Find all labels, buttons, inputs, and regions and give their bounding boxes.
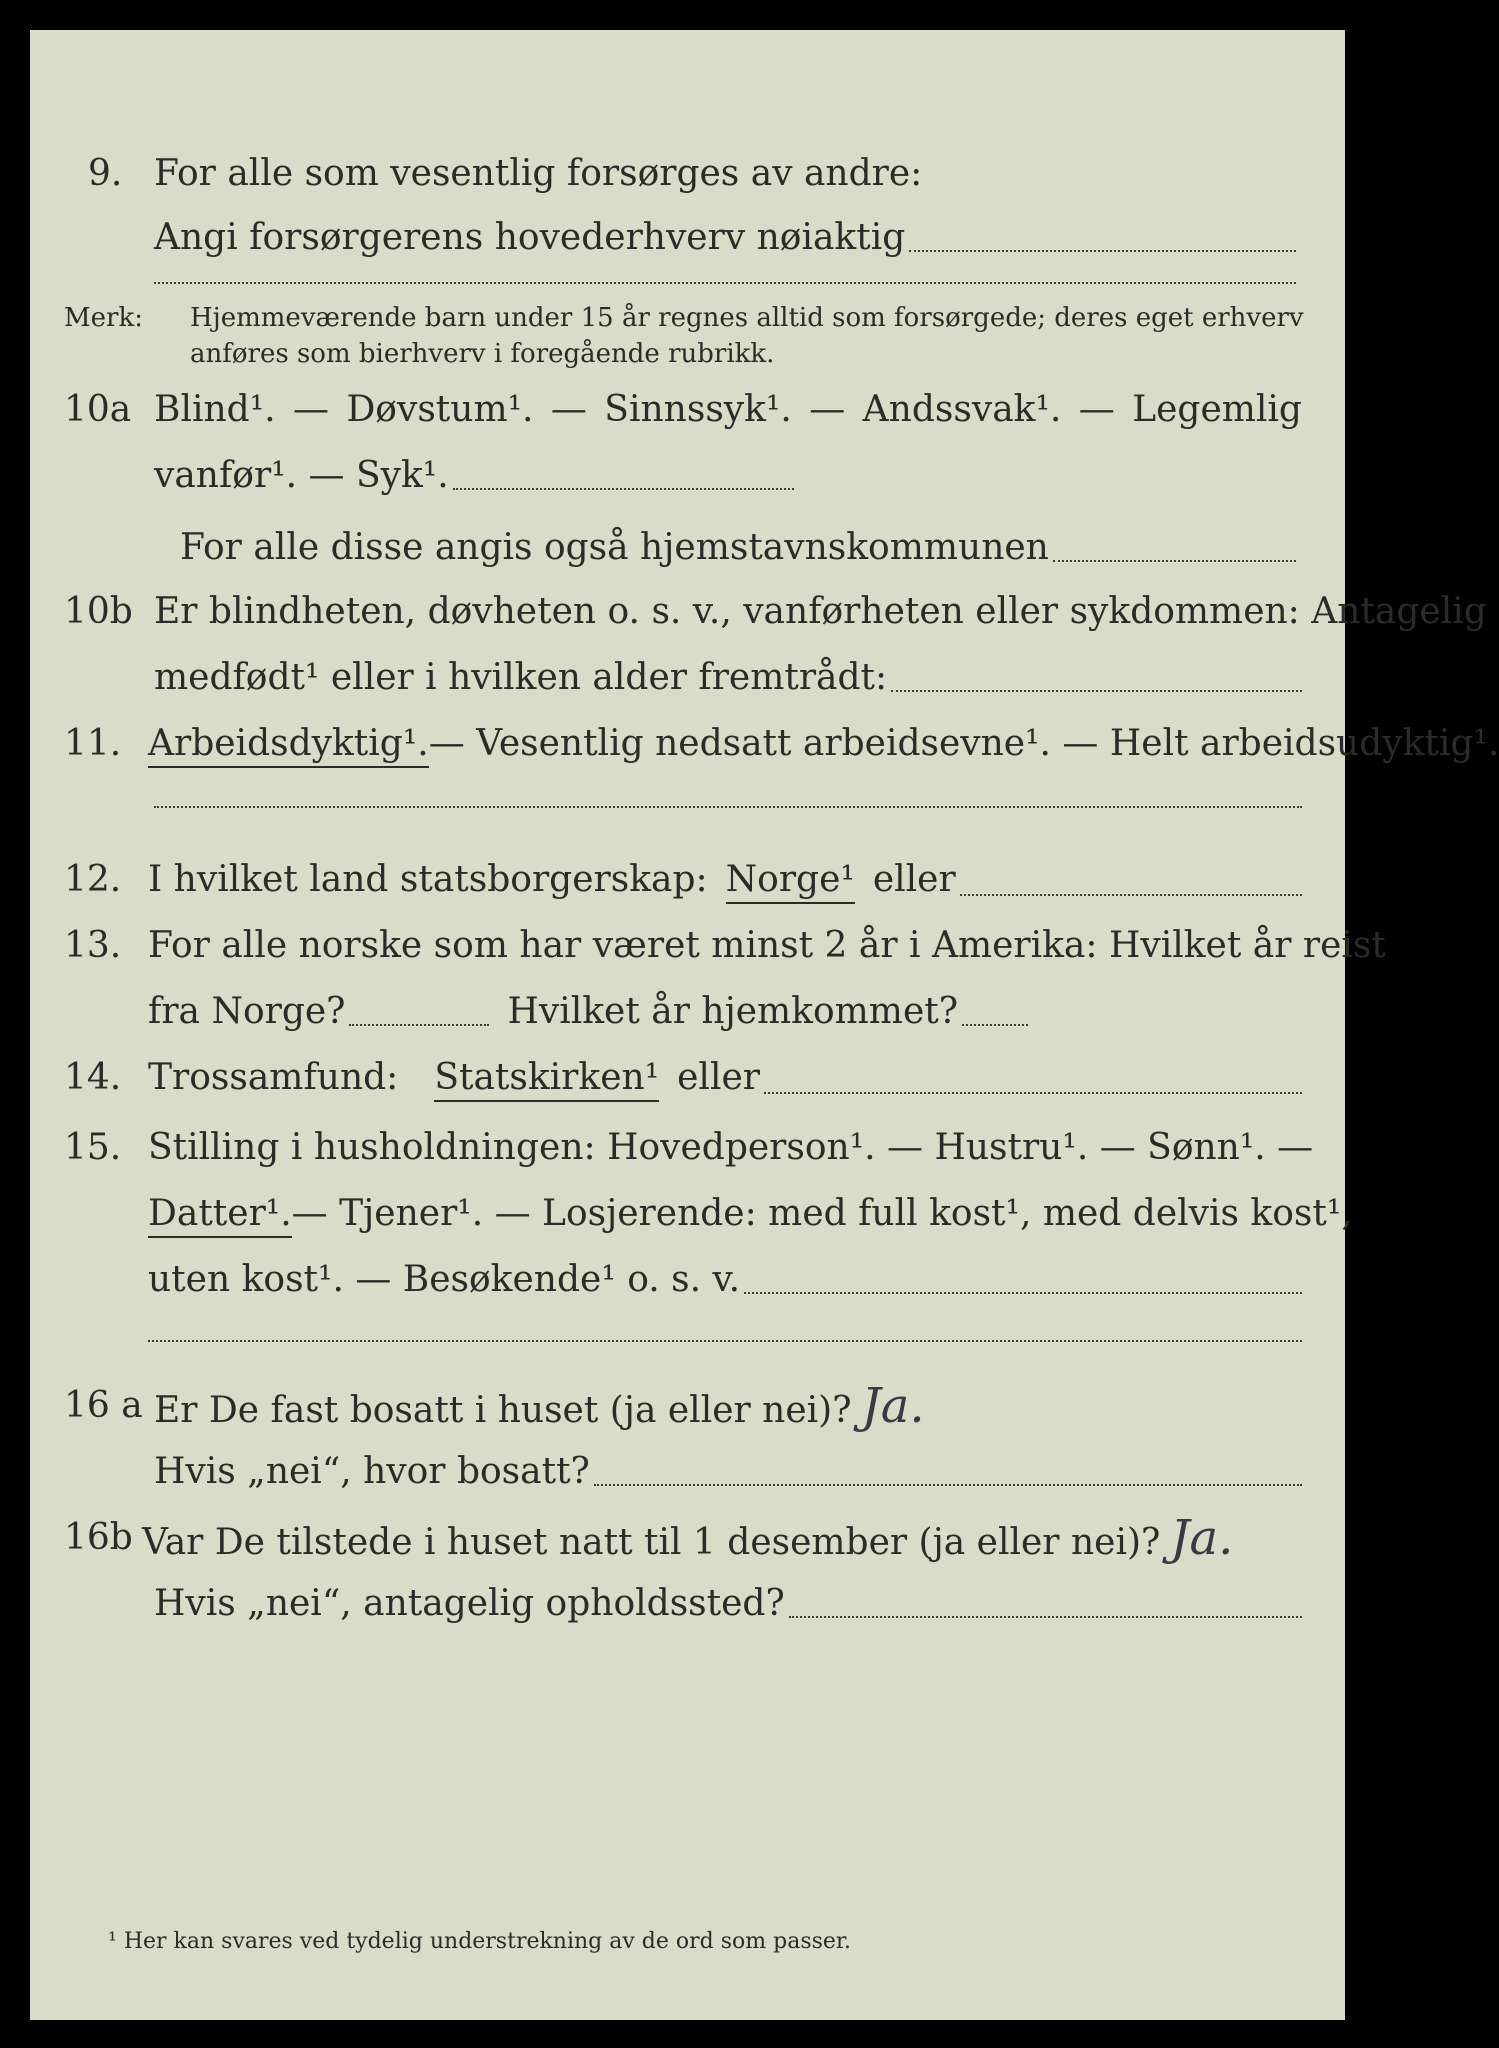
q11-answer-line[interactable] [154, 806, 1302, 808]
q15-answer-line[interactable] [744, 1292, 1302, 1294]
q15-line-2-rest[interactable]: — Tjener¹. — Losjerende: med full kost¹, med delvis kost¹, [291, 1193, 1353, 1234]
q11-line [148, 722, 1499, 768]
q12-eller: eller [872, 859, 956, 900]
q15-extra-line[interactable] [148, 1340, 1302, 1342]
footnote [108, 1928, 851, 1956]
q16a-handwritten-answer[interactable]: Ja. [861, 1378, 925, 1434]
q10a-opt-andssvak[interactable]: Andssvak¹. [862, 389, 1062, 430]
q16a-number: 16 a [64, 1385, 143, 1426]
q10a-line-2 [154, 454, 794, 498]
footnote-mark: ¹ [108, 1929, 117, 1954]
q15-line-1: Stilling i husholdningen: Hovedperson¹. — Hustru¹. — Sønn¹. — [148, 1127, 1314, 1168]
q11-other-options[interactable]: — Vesentlig nedsatt arbeidsevne¹. — Helt arbeidsudyktig¹. [428, 723, 1499, 764]
footnote-text: Her kan svares ved tydelig understrekning av de ord som passer. [123, 1929, 852, 1954]
q10a-number: 10a [64, 389, 132, 430]
q13-hjemkommet-label: Hvilket år hjemkommet? [507, 991, 959, 1032]
q16b-handwritten-answer[interactable]: Ja. [1170, 1510, 1234, 1566]
q10b-number: 10b [64, 591, 133, 632]
q16a-bosatt-label: Hvis „nei“, hvor bosatt? [154, 1451, 590, 1492]
q13-line-1: For alle norske som har været minst 2 år i Amerika: Hvilket år reist [148, 925, 1386, 966]
q9-text: For alle som vesentlig forsørges av andre: [154, 153, 923, 194]
q16a-question: Er De fast bosatt i huset (ja eller nei)? [154, 1390, 852, 1431]
q12-line [148, 858, 1302, 904]
q12-label: I hvilket land statsborgerskap: [148, 859, 708, 900]
census-form-page [30, 30, 1499, 2020]
q13-number: 13. [64, 925, 122, 966]
q15-opt-datter[interactable]: Datter¹. [148, 1192, 292, 1238]
q10a-opt-legemlig[interactable]: Legemlig [1132, 389, 1302, 430]
q16a-line-2 [154, 1450, 1302, 1494]
q16b-question: Var De tilstede i huset natt til 1 desember (ja eller nei)? [142, 1522, 1161, 1563]
q10a-line-1 [154, 388, 1302, 432]
q10a-syk-line[interactable] [453, 488, 794, 490]
q14-eller: eller [677, 1057, 760, 1098]
q10a-sep-3: — [809, 389, 846, 430]
merk-line-2: anføres som bierhverv i foregående rubrikk. [190, 339, 775, 369]
q13-reist-line[interactable] [349, 1024, 489, 1026]
q14-opt-statskirken[interactable]: Statskirken¹ [434, 1056, 659, 1102]
q10a-opt-dovstum[interactable]: Døvstum¹. [346, 389, 534, 430]
q10a-sep-1: — [293, 389, 330, 430]
merk-line-1: Hjemmeværende barn under 15 år regnes alltid som forsørgede; deres eget erhverv [190, 303, 1304, 333]
q15-line-3-text[interactable]: uten kost¹. — Besøkende¹ o. s. v. [148, 1259, 741, 1300]
q11-number: 11. [64, 723, 122, 764]
q16b-opphold-line[interactable] [789, 1616, 1302, 1618]
q12-other-line[interactable] [960, 894, 1302, 896]
q9-extra-line[interactable] [154, 282, 1296, 284]
q11-opt-arbeidsdyktig[interactable]: Arbeidsdyktig¹. [148, 722, 429, 768]
q13-hjemkommet-line[interactable] [962, 1024, 1028, 1026]
q12-opt-norge[interactable]: Norge¹ [726, 858, 855, 904]
q14-number: 14. [64, 1057, 122, 1098]
q16a-bosatt-line[interactable] [594, 1484, 1302, 1486]
q10a-opt-vanfor-syk[interactable]: vanfør¹. — Syk¹. [154, 455, 449, 496]
q13-reist-label: fra Norge? [148, 991, 346, 1032]
q15-line-3 [148, 1258, 1302, 1302]
q10a-hjemstavn-line[interactable] [1053, 560, 1296, 562]
q9-number: 9. [88, 153, 123, 194]
q10a-opt-blind[interactable]: Blind¹. [154, 389, 276, 430]
q10a-sep-2: — [550, 389, 587, 430]
q15-line-2 [148, 1192, 1353, 1238]
q16b-line-1 [142, 1510, 1234, 1566]
q14-other-line[interactable] [764, 1092, 1302, 1094]
q16b-line-2 [154, 1582, 1302, 1626]
q10a-hjemstavn-label: For alle disse angis også hjemstavnskommunen [180, 527, 1049, 568]
q9-answer-line[interactable] [909, 250, 1296, 252]
q10b-line-2 [154, 656, 1302, 700]
q13-line-2 [148, 990, 1028, 1034]
q16b-number: 16b [64, 1517, 133, 1558]
q10a-opt-sinnssyk[interactable]: Sinnssyk¹. [604, 389, 792, 430]
q10a-line-3 [180, 526, 1296, 570]
q10b-answer-line[interactable] [891, 690, 1302, 692]
q10b-medfodt-label: medfødt¹ eller i hvilken alder fremtrådt: [154, 657, 888, 698]
q10a-sep-4: — [1078, 389, 1115, 430]
q15-number: 15. [64, 1127, 122, 1168]
q9-sub-label: Angi forsørgerens hovederhverv nøiaktig [154, 217, 906, 258]
q16b-opphold-label: Hvis „nei“, antagelig opholdssted? [154, 1583, 785, 1624]
q10b-line-1: Er blindheten, døvheten o. s. v., vanførheten eller sykdommen: Antagelig [154, 591, 1487, 632]
merk-label: Merk: [64, 303, 143, 333]
q16a-line-1 [154, 1378, 925, 1434]
q9-sub [154, 216, 1296, 260]
q14-line [148, 1056, 1302, 1102]
q12-number: 12. [64, 859, 122, 900]
q14-label: Trossamfund: [148, 1057, 399, 1098]
